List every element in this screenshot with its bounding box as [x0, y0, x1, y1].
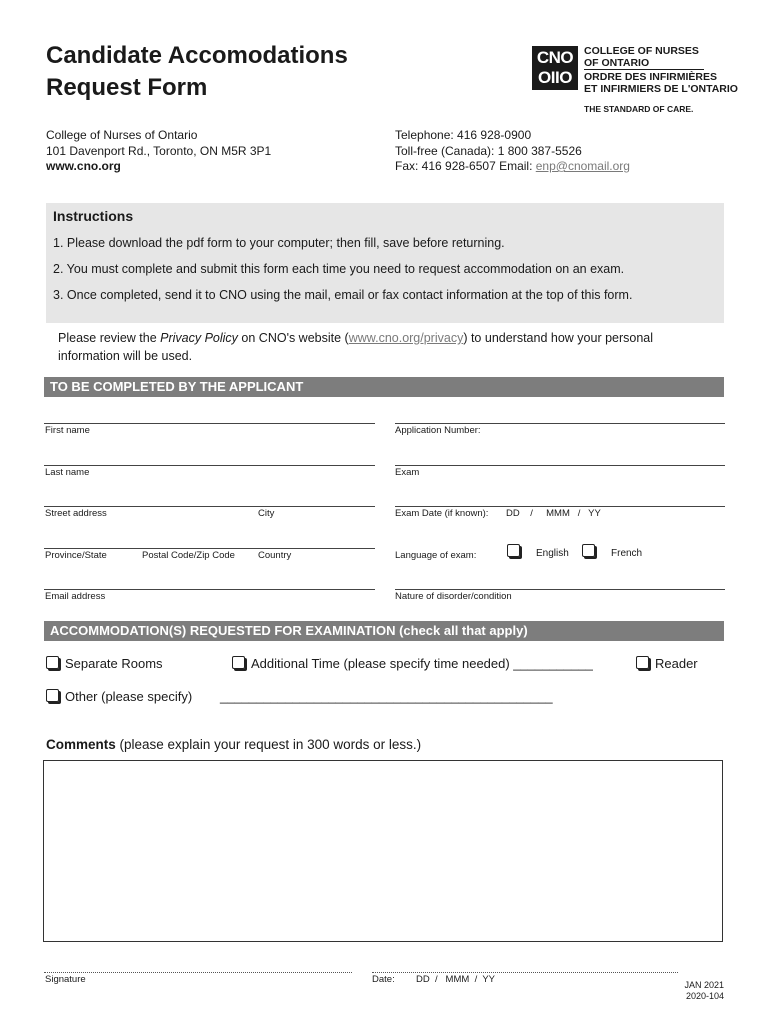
- title-line-1: Candidate Accomodations: [46, 42, 348, 69]
- other-label: Other (please specify): [65, 689, 193, 704]
- logo-fr-line-1: ORDRE DES INFIRMIÈRES: [584, 71, 718, 83]
- english-option[interactable]: [507, 544, 569, 559]
- exam-label: Exam: [395, 467, 420, 478]
- privacy-text: ) to understand how your personal information will be used.: [58, 331, 654, 363]
- comments-label: [46, 737, 421, 752]
- date-field[interactable]: [372, 972, 678, 973]
- french-label: French: [611, 548, 643, 559]
- city-label: City: [258, 508, 275, 519]
- privacy-text: on CNO's website (: [237, 331, 349, 345]
- org-name: College of Nurses of Ontario: [46, 128, 198, 142]
- logo-tagline: THE STANDARD OF CARE.: [584, 104, 694, 114]
- comments-label-text: (please explain your request in 300 words or less.): [115, 737, 422, 752]
- additional-time-checkbox[interactable]: [232, 656, 245, 669]
- signature-field[interactable]: [44, 972, 352, 973]
- signature-label: Signature: [45, 974, 86, 985]
- postal-code-label: Postal Code/Zip Code: [142, 550, 235, 561]
- street-address: 101 Davenport Rd., Toronto, ON M5R 3P1: [46, 143, 272, 158]
- street-address-label: Street address: [45, 508, 107, 519]
- nature-label: Nature of disorder/condition: [395, 591, 512, 602]
- instruction-item: 2. You must complete and submit this form each time you need to request accommodation on an exam.: [53, 262, 625, 276]
- country-label: Country: [258, 550, 292, 561]
- logo-mark-line-1: CNO: [536, 48, 574, 67]
- comments-label-bold: Comments: [46, 737, 116, 752]
- fax-text: Fax: 416 928-6507 Email:: [395, 159, 536, 173]
- logo-en-line-2: OF ONTARIO: [584, 56, 650, 69]
- logo-french-name: [584, 72, 738, 95]
- exam-date-format: DD / MMM / YY: [506, 508, 601, 519]
- cno-logo: [532, 45, 738, 116]
- french-option[interactable]: [582, 544, 642, 559]
- street-city-field[interactable]: [44, 506, 375, 507]
- separate-rooms-label: Separate Rooms: [65, 656, 163, 671]
- logo-fr-line-2: ET INFIRMIERS DE L'ONTARIO: [584, 82, 738, 95]
- logo-english-name: [584, 46, 699, 69]
- document-code: [684, 980, 724, 1002]
- last-name-field[interactable]: [44, 465, 375, 466]
- cno-logo-mark: [532, 46, 578, 90]
- other-specify-field[interactable]: ______________________________________________: [220, 689, 553, 704]
- french-checkbox[interactable]: [582, 544, 595, 557]
- last-name-label: Last name: [45, 467, 90, 478]
- application-number-field[interactable]: [395, 423, 725, 424]
- exam-date-label: Exam Date (if known):: [395, 508, 489, 519]
- email-field[interactable]: [44, 589, 375, 590]
- logo-en-line-1: COLLEGE OF NURSES: [584, 45, 699, 57]
- contact-address: [46, 128, 271, 175]
- first-name-field[interactable]: [44, 423, 375, 424]
- separate-rooms-option[interactable]: [46, 656, 163, 671]
- title-line-2: Request Form: [46, 74, 208, 101]
- website-link[interactable]: www.cno.org: [46, 159, 121, 173]
- date-format: DD / MMM / YY: [416, 974, 495, 985]
- other-checkbox[interactable]: [46, 689, 59, 702]
- toll-free: Toll-free (Canada): 1 800 387-5526: [395, 143, 582, 158]
- application-number-label: Application Number:: [395, 425, 481, 436]
- telephone: Telephone: 416 928-0900: [395, 128, 532, 142]
- first-name-label: First name: [45, 425, 90, 436]
- exam-field[interactable]: [395, 465, 725, 466]
- email-label: Email address: [45, 591, 106, 602]
- contact-phone: [395, 128, 630, 175]
- privacy-notice: [58, 329, 708, 365]
- privacy-link[interactable]: www.cno.org/privacy: [348, 331, 464, 345]
- fax-email: [395, 159, 630, 175]
- comments-textarea[interactable]: [43, 760, 723, 942]
- exam-date-field[interactable]: [395, 506, 725, 507]
- separate-rooms-checkbox[interactable]: [46, 656, 59, 669]
- reader-label: Reader: [655, 656, 698, 671]
- language-label: Language of exam:: [395, 550, 477, 561]
- additional-time-option[interactable]: [232, 656, 593, 671]
- document-number: 2020-104: [685, 991, 724, 1001]
- english-label: English: [536, 548, 569, 559]
- logo-divider: [584, 69, 704, 70]
- location-field[interactable]: [44, 548, 375, 549]
- other-option[interactable]: [46, 689, 192, 704]
- instructions-title: Instructions: [53, 208, 134, 224]
- additional-time-label: Additional Time (please specify time needed) ___________: [251, 656, 593, 671]
- email-link[interactable]: enp@cnomail.org: [535, 159, 630, 173]
- reader-checkbox[interactable]: [636, 656, 649, 669]
- nature-field[interactable]: [395, 589, 725, 590]
- instruction-item: 3. Once completed, send it to CNO using the mail, email or fax contact information at the top of this form.: [53, 288, 633, 302]
- instruction-item: 1. Please download the pdf form to your computer; then fill, save before returning.: [53, 236, 505, 250]
- logo-mark-line-2: OIIO: [538, 68, 572, 87]
- province-label: Province/State: [45, 550, 107, 561]
- accommodations-section-header: ACCOMMODATION(S) REQUESTED FOR EXAMINATION (check all that apply): [44, 621, 724, 641]
- privacy-policy-label: Privacy Policy: [160, 331, 238, 345]
- reader-option[interactable]: [636, 656, 698, 671]
- english-checkbox[interactable]: [507, 544, 520, 557]
- privacy-text: Please review the: [58, 331, 161, 345]
- page-title: [46, 40, 348, 104]
- applicant-section-header: TO BE COMPLETED BY THE APPLICANT: [44, 377, 724, 397]
- document-date: JAN 2021: [684, 980, 724, 990]
- date-label: Date:: [372, 974, 395, 985]
